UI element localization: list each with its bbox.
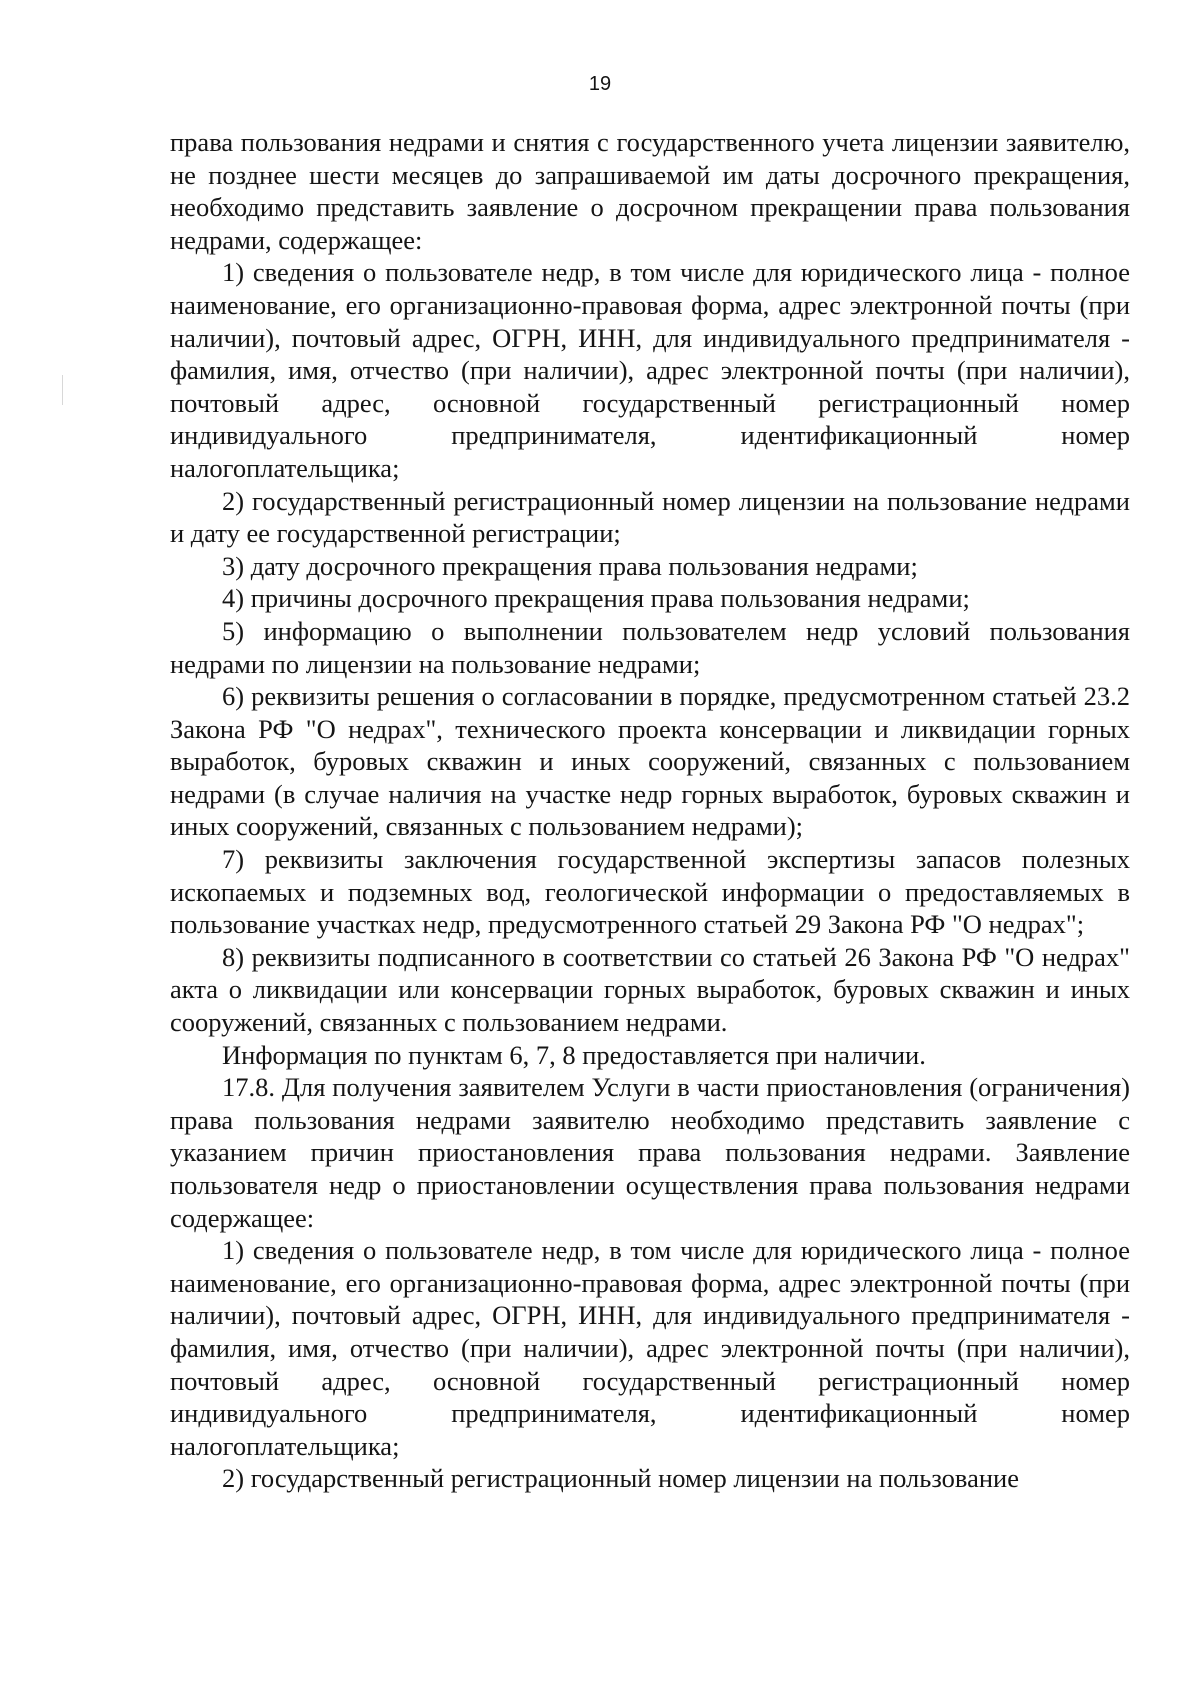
paragraph: 5) информацию о выполнении пользователем недр условий пользования недрами по лицензии на пользование недрами; xyxy=(170,615,1130,679)
paragraph: 7) реквизиты заключения государственной экспертизы запасов полезных ископаемых и подземных вод, геологической информации о предоставляемых в пользование участках недр, предусмотренного статьей 29 Закона РФ "О недрах"; xyxy=(170,844,1130,940)
paragraph: 4) причины досрочного прекращения права пользования недрами; xyxy=(222,583,970,614)
paragraph: 17.8. Для получения заявителем Услуги в части приостановления (ограничения) права пользования недрами заявителю необходимо представить заявление с указанием причин приостановления права пользования недрами. Заявление пользователя недр о приостановлении осуществления права пользования недрами содержащее: xyxy=(170,1072,1130,1233)
margin-mark xyxy=(62,375,63,405)
paragraph: 3) дату досрочного прекращения права пользования недрами; xyxy=(222,550,918,581)
paragraph: 2) государственный регистрационный номер лицензии на пользование xyxy=(222,1463,1019,1494)
paragraph: права пользования недрами и снятия с государственного учета лицензии заявителю, не позднее шести месяцев до запрашиваемой им даты досрочного прекращения, необходимо представить заявление о досрочном прекращении права пользования недрами, содержащее: xyxy=(170,127,1130,255)
page-number: 19 xyxy=(588,73,612,95)
paragraph: 6) реквизиты решения о согласовании в порядке, предусмотренном статьей 23.2 Закона РФ "О недрах", технического проекта консервации и ликвидации горных выработок, буровых скважин и иных сооружений, связанных с пользованием недрами (в случае наличия на участке недр горных выработок, буровых скважин и иных сооружений, связанных с пользованием недрами); xyxy=(170,681,1130,842)
paragraph: 1) сведения о пользователе недр, в том числе для юридического лица - полное наименование, его организационно-правовая форма, адрес электронной почты (при наличии), почтовый адрес, ОГРН, ИНН, для индивидуального предпринимателя - фамилия, имя, отчество (при наличии), адрес электронной почты (при наличии), почтовый адрес, основной государственный регистрационный номер индивидуального предпринимателя, идентификационный номер налогоплательщика; xyxy=(170,257,1130,483)
document-body xyxy=(170,126,1130,1495)
paragraph: 2) государственный регистрационный номер лицензии на пользование недрами и дату ее государственной регистрации; xyxy=(170,485,1130,549)
paragraph: 8) реквизиты подписанного в соответствии со статьей 26 Закона РФ "О недрах" акта о ликвидации или консервации горных выработок, буровых скважин и иных сооружений, связанных с пользованием недрами. xyxy=(170,941,1130,1038)
paragraph: Информация по пунктам 6, 7, 8 предоставляется при наличии. xyxy=(222,1039,926,1070)
paragraph: 1) сведения о пользователе недр, в том числе для юридического лица - полное наименование, его организационно-правовая форма, адрес электронной почты (при наличии), почтовый адрес, ОГРН, ИНН, для индивидуального предпринимателя - фамилия, имя, отчество (при наличии), адрес электронной почты (при наличии), почтовый адрес, основной государственный регистрационный номер индивидуального предпринимателя, идентификационный номер налогоплательщика; xyxy=(170,1235,1130,1461)
